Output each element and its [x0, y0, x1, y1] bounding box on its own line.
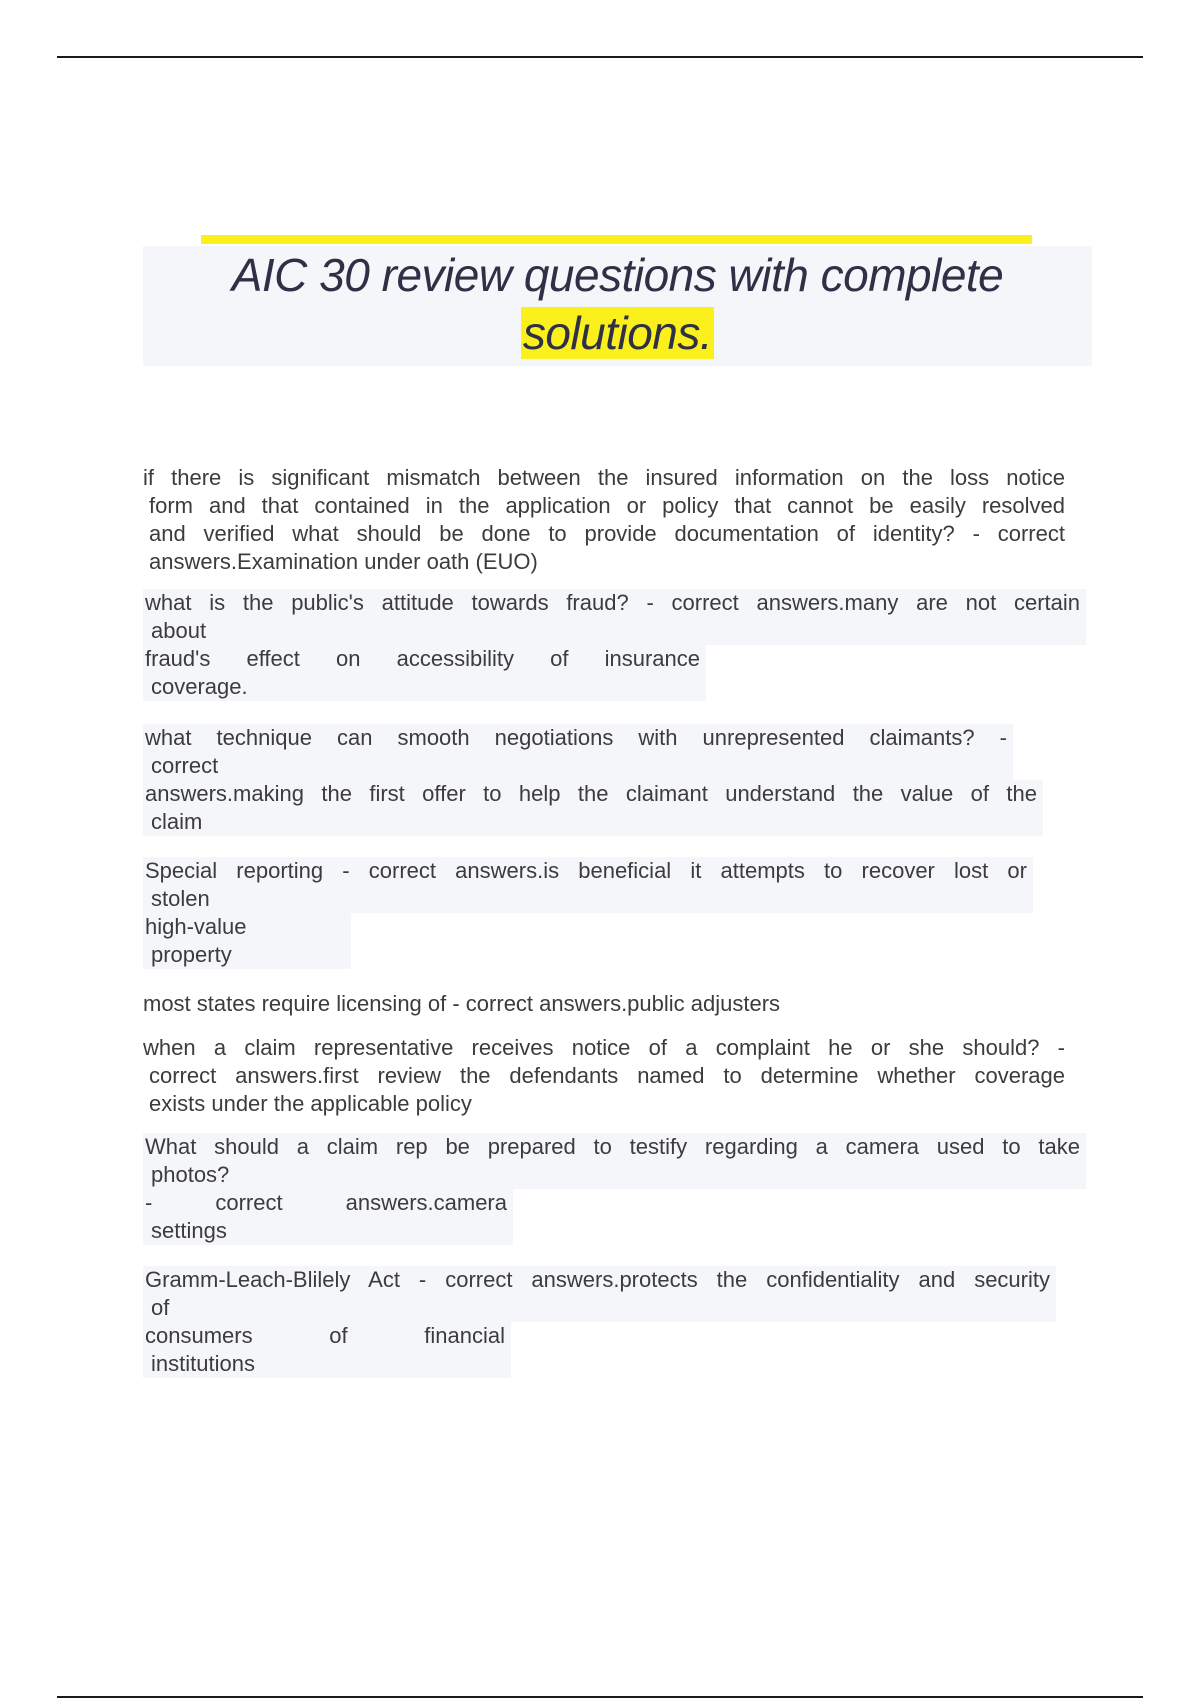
qa-line: consumers of financial: [145, 1323, 505, 1348]
title-highlight-bar: [201, 235, 1032, 244]
qa-item-4: [143, 857, 1033, 969]
qa-line: about: [151, 618, 207, 643]
qa-line: claim: [151, 809, 203, 834]
qa-item-6: [143, 1034, 1065, 1118]
qa-line: answers.Examination under oath (EUO): [149, 549, 538, 574]
qa-line: and verified what should be done to provide documentation of identity? - correct: [149, 521, 1065, 546]
qa-line: form and that contained in the application or policy that cannot be easily resolved: [149, 493, 1065, 518]
title-line-2-highlighted: solutions.: [522, 307, 713, 359]
qa-line: photos?: [151, 1162, 230, 1187]
qa-line: settings: [151, 1218, 227, 1243]
qa-line: coverage.: [151, 674, 248, 699]
qa-item-8: [143, 1266, 1063, 1378]
qa-item-5: [143, 990, 903, 1018]
qa-item-7: [143, 1133, 1088, 1245]
qa-line: What should a claim rep be prepared to testify regarding a camera used to take: [145, 1134, 1080, 1159]
qa-line: if there is significant mismatch between the insured information on the loss notice: [143, 465, 1065, 490]
qa-item-2: [143, 589, 1088, 701]
qa-line: institutions: [151, 1351, 255, 1376]
qa-item-1: [143, 464, 1065, 576]
qa-item-3: [143, 724, 1043, 836]
qa-line: most states require licensing of - correct answers.public adjusters: [143, 991, 781, 1016]
title-line-1: AIC 30 review questions with complete: [231, 249, 1004, 301]
qa-line: exists under the applicable policy: [149, 1091, 472, 1116]
footer-rule: [57, 1696, 1143, 1698]
qa-line: what technique can smooth negotiations with unrepresented claimants? -: [145, 725, 1007, 750]
qa-line: of: [151, 1295, 170, 1320]
qa-line: property: [151, 942, 232, 967]
qa-line: correct answers.first review the defendants named to determine whether coverage: [149, 1063, 1065, 1088]
qa-line: stolen: [151, 886, 210, 911]
qa-line: what is the public's attitude towards fraud? - correct answers.many are not certain: [145, 590, 1080, 615]
header-rule: [57, 56, 1143, 58]
document-title: [143, 246, 1092, 362]
qa-line: high-value: [145, 914, 247, 939]
qa-line: when a claim representative receives notice of a complaint he or she should? -: [143, 1035, 1065, 1060]
qa-line: fraud's effect on accessibility of insurance: [145, 646, 700, 671]
qa-line: Gramm-Leach-Blilely Act - correct answers.protects the confidentiality and security: [145, 1267, 1050, 1292]
qa-line: Special reporting - correct answers.is beneficial it attempts to recover lost or: [145, 858, 1027, 883]
qa-line: correct: [151, 753, 219, 778]
qa-line: answers.making the first offer to help the claimant understand the value of the: [145, 781, 1037, 806]
qa-line: - correct answers.camera: [145, 1190, 507, 1215]
